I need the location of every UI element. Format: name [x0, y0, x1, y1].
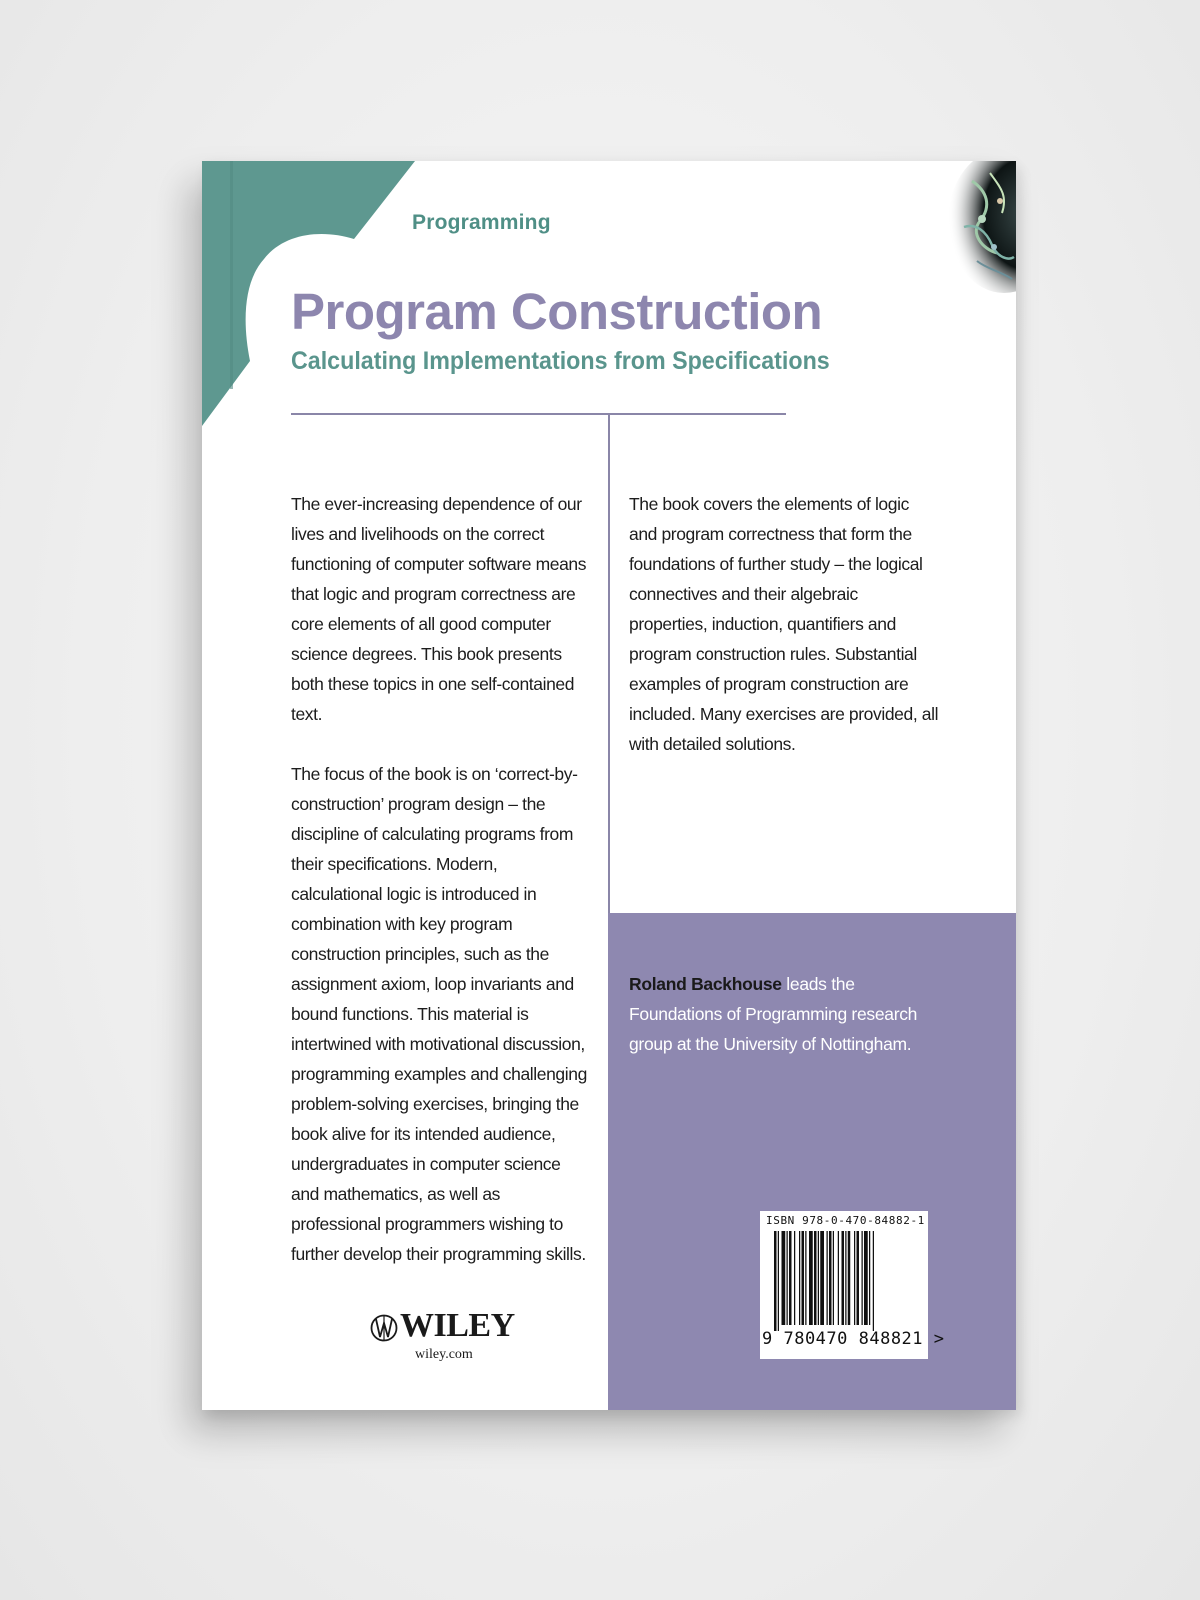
description-paragraph: The book covers the elements of logic and program correctness that form the foundations of further study – the logical connectives and their algebraic properties, induction, quantifiers and program construction rules. Substantial examples of program construction are included. Many exercises are provided, all with detailed solutions. — [629, 494, 939, 754]
barcode-bar — [820, 1231, 824, 1325]
barcode-bar — [778, 1231, 779, 1331]
barcode-bar — [833, 1231, 834, 1325]
barcode-bar — [774, 1231, 777, 1331]
barcode-bar — [794, 1231, 795, 1325]
author-bio — [629, 969, 929, 1059]
barcode-bar — [864, 1231, 868, 1325]
description-left-column — [291, 489, 591, 1299]
fractal-image — [942, 161, 1016, 293]
barcode-bar — [787, 1231, 788, 1325]
publisher-url: wiley.com — [415, 1347, 473, 1362]
barcode-bar — [873, 1231, 874, 1331]
barcode-bar — [845, 1231, 846, 1325]
publisher-logo — [370, 1307, 515, 1367]
barcode-bar — [862, 1231, 863, 1325]
book-back-cover — [202, 161, 1016, 1410]
isbn-label: ISBN 978-0-470-84882-1 — [766, 1214, 925, 1227]
barcode-bar — [809, 1231, 813, 1325]
barcode-bar — [805, 1231, 806, 1325]
barcode — [760, 1211, 945, 1359]
ean-digits: 9 780470 848821 > — [762, 1329, 945, 1349]
description-paragraph: The focus of the book is on ‘correct-by-construction’ program design – the discipline of calculating programs from their specifications. Modern, calculational logic is introduced in combination with key program construction principles, such as the assignment axiom, loop invariants and bound functions. This material is intertwined with motivational discussion, programming examples and challenging problem-solving exercises, bringing the book alive for its intended audience, undergraduates in computer science and mathematics, as well as professional programmers wishing to further develop their programming skills. — [291, 764, 587, 1264]
wiley-emblem-icon — [370, 1309, 398, 1347]
barcode-bar — [818, 1231, 819, 1325]
book-subtitle: Calculating Implementations from Specifications — [291, 347, 830, 375]
barcode-bar — [869, 1231, 870, 1325]
barcode-bar — [789, 1231, 792, 1325]
barcode-bar — [838, 1231, 839, 1325]
barcode-bar — [827, 1231, 828, 1325]
barcode-bar — [799, 1231, 800, 1325]
barcode-bar — [814, 1231, 817, 1325]
author-name: Roland Backhouse — [629, 974, 782, 994]
category-label: Programming — [412, 211, 551, 234]
author-panel — [608, 913, 1016, 1410]
barcode-bar — [854, 1231, 855, 1325]
barcode-bar — [842, 1231, 845, 1325]
book-title: Program Construction — [291, 283, 823, 340]
author-bio-text: leads the Foundations of Programming research group at the University of Nottingham. — [629, 974, 918, 1054]
barcode-bar — [829, 1231, 832, 1325]
description-right-column — [629, 489, 939, 789]
barcode-bar — [857, 1231, 860, 1325]
description-paragraph: The ever-increasing dependence of our lives and livelihoods on the correct functioning of computer software means that logic and program correctness are core elements of all good computer science degrees. This book presents both these topics in one self-contained text. — [291, 494, 587, 724]
publisher-name: WILEY — [400, 1307, 515, 1344]
barcode-bar — [848, 1231, 851, 1325]
barcode-bar — [782, 1231, 786, 1325]
horizontal-divider — [291, 413, 786, 415]
barcode-bars — [774, 1231, 914, 1331]
barcode-bar — [802, 1231, 805, 1325]
